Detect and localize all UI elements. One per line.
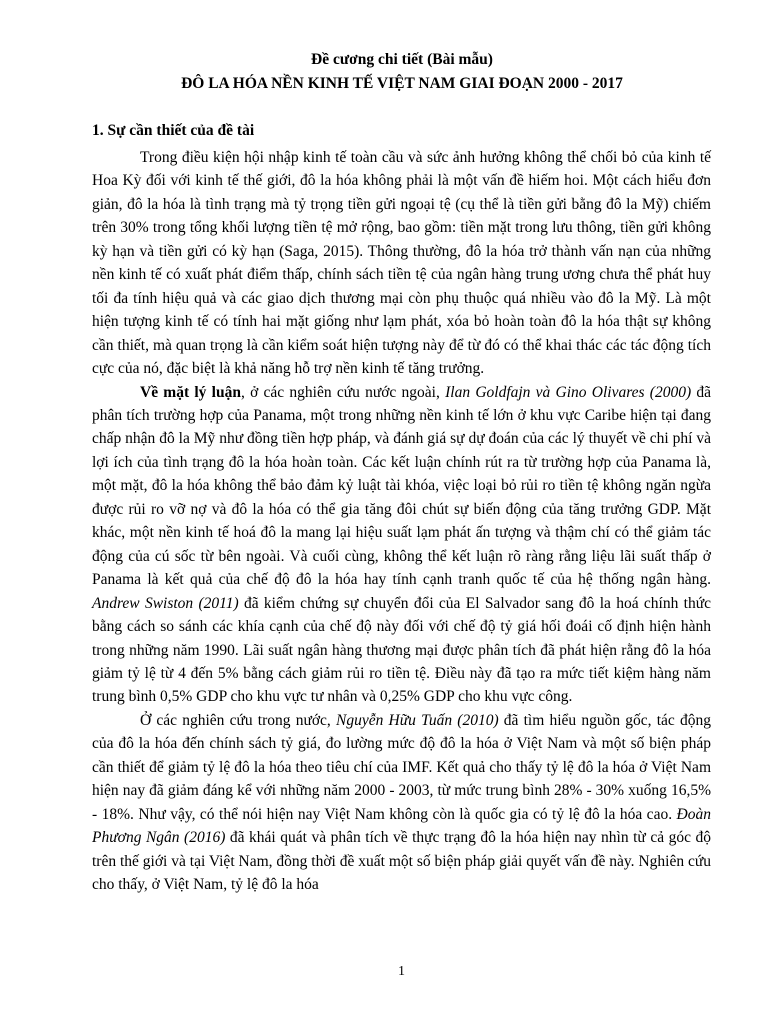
citation: Andrew Swiston (2011) [92, 594, 239, 612]
paragraph-text: đã kiểm chứng sự chuyển đổi của El Salvador sang đô la hoá chính thức bằng cách so sánh các khía cạnh của chế độ này đối với chế độ tỷ giá hối đoái cố định hiện hành trong những năm 1990. Lãi suất ngân hàng thương mại được phân tích đã phát hiện rằng đô la hóa giảm tỷ lệ từ 4 đến 5% bằng cách giảm rủi ro tiền tệ. Điều này đã tạo ra mức tiết kiệm hàng năm trung bình 0,5% GDP cho khu vực tư nhân và 0,25% GDP cho khu vực công. [92, 594, 711, 706]
citation: Nguyễn Hữu Tuấn (2010) [335, 711, 499, 729]
document-title: ĐÔ LA HÓA NỀN KINH TẾ VIỆT NAM GIAI ĐOẠN 2000 - 2017 [181, 75, 623, 92]
citation: Ilan Goldfajn và Gino Olivares (2000) [445, 383, 692, 401]
citation: Đoàn Phương Ngân (2016) [92, 805, 711, 847]
page-number: 1 [398, 964, 405, 979]
section-heading: 1. Sự cần thiết của đề tài [92, 122, 255, 139]
document-subtitle: Đề cương chi tiết (Bài mẫu) [311, 51, 493, 68]
paragraph-lead-bold: Về mặt lý luận [140, 383, 241, 401]
paragraph-1: Trong điều kiện hội nhập kinh tế toàn cầu và sức ảnh hưởng không thể chối bỏ của kinh tế Hoa Kỳ đối với kinh tế thế giới, đô la hóa không phải là một vấn đề hiếm hoi. Một cách hiểu đơn giản, đô la hóa là tình trạng mà tỷ trọng tiền gửi ngoại tệ (cụ thể là tiền gửi bằng đô la Mỹ) chiếm trên 30% trong tổng khối lượng tiền tệ mở rộng, bao gồm: tiền mặt trong lưu thông, tiền gửi không kỳ hạn và tiền gửi có kỳ hạn (Saga, 2015). Thông thường, đô la hóa trở thành vấn nạn của những nền kinh tế có xuất phát điểm thấp, chính sách tiền tệ của ngân hàng trung ương chưa thể phát huy tối đa tính hiệu quả và các giao dịch thương mại còn phụ thuộc quá nhiều vào đô la Mỹ. Là một hiện tượng kinh tế có tính hai mặt giống như lạm phát, xóa bỏ hoàn toàn đô la hóa thật sự không cần thiết, mà quan trọng là cần kiểm soát hiện tượng này để từ đó có thể khai thác các tác động tích cực của nó, đặc biệt là khả năng hỗ trợ nền kinh tế tăng trưởng. [92, 149, 711, 378]
document-body [92, 146, 711, 897]
paragraph-3 [92, 709, 711, 897]
paragraph-text: đã khái quát và phân tích về thực trạng đô la hóa hiện nay nhìn từ cả góc độ trên thế giới và tại Việt Nam, đồng thời đề xuất một số biện pháp giải quyết vấn đề này. Nghiên cứu cho thấy, ở Việt Nam, tỷ lệ đô la hóa [92, 829, 711, 894]
paragraph-2 [92, 381, 711, 709]
paragraph-text: đã phân tích trường hợp của Panama, một trong những nền kinh tế lớn ở khu vực Caribe hiện tại đang chấp nhận đô la Mỹ như đồng tiền hợp pháp, và đánh giá sự dự đoán của các lý thuyết về chi phí và lợi ích của tình trạng đô la hóa hoàn toàn. Các kết luận chính rút ra từ trường hợp của Panama là, một mặt, đô la hóa không thể bảo đảm kỷ luật tài khóa, việc loại bỏ rủi ro tiền tệ không ngăn ngừa được rủi ro vỡ nợ và đô la hóa có thể gia tăng đôi chút sự biến động của tăng trưởng GDP. Mặt khác, một nền kinh tế hoá đô la mang lại hiệu suất lạm phát ấn tượng và thậm chí có thể giảm tác động của cú sốc từ bên ngoài. Và cuối cùng, không thể kết luận rõ ràng rằng liệu lãi suất thấp ở Panama là kết quả của chế độ đô la hóa hay tính cạnh tranh quốc tế của hệ thống ngân hàng. [92, 383, 712, 589]
paragraph-text: , ở các nghiên cứu nước ngoài, [240, 383, 446, 401]
paragraph-text: đã tìm hiểu nguồn gốc, tác động của đô la hóa đến chính sách tỷ giá, đo lường mức độ đô la hóa ở Việt Nam và một số biện pháp cần thiết để giảm tỷ lệ đô la hóa theo tiêu chí của IMF. Kết quả cho thấy tỷ lệ đô la hóa ở Việt Nam hiện nay đã giảm đáng kể với những năm 2000 - 2003, từ mức trung bình 28% - 30% xuống 16,5% - 18%. Như vậy, có thể nói hiện nay Việt Nam không còn là quốc gia có tỷ lệ đô la hóa cao. [92, 711, 711, 823]
paragraph-text: Ở các nghiên cứu trong nước, [140, 711, 336, 729]
